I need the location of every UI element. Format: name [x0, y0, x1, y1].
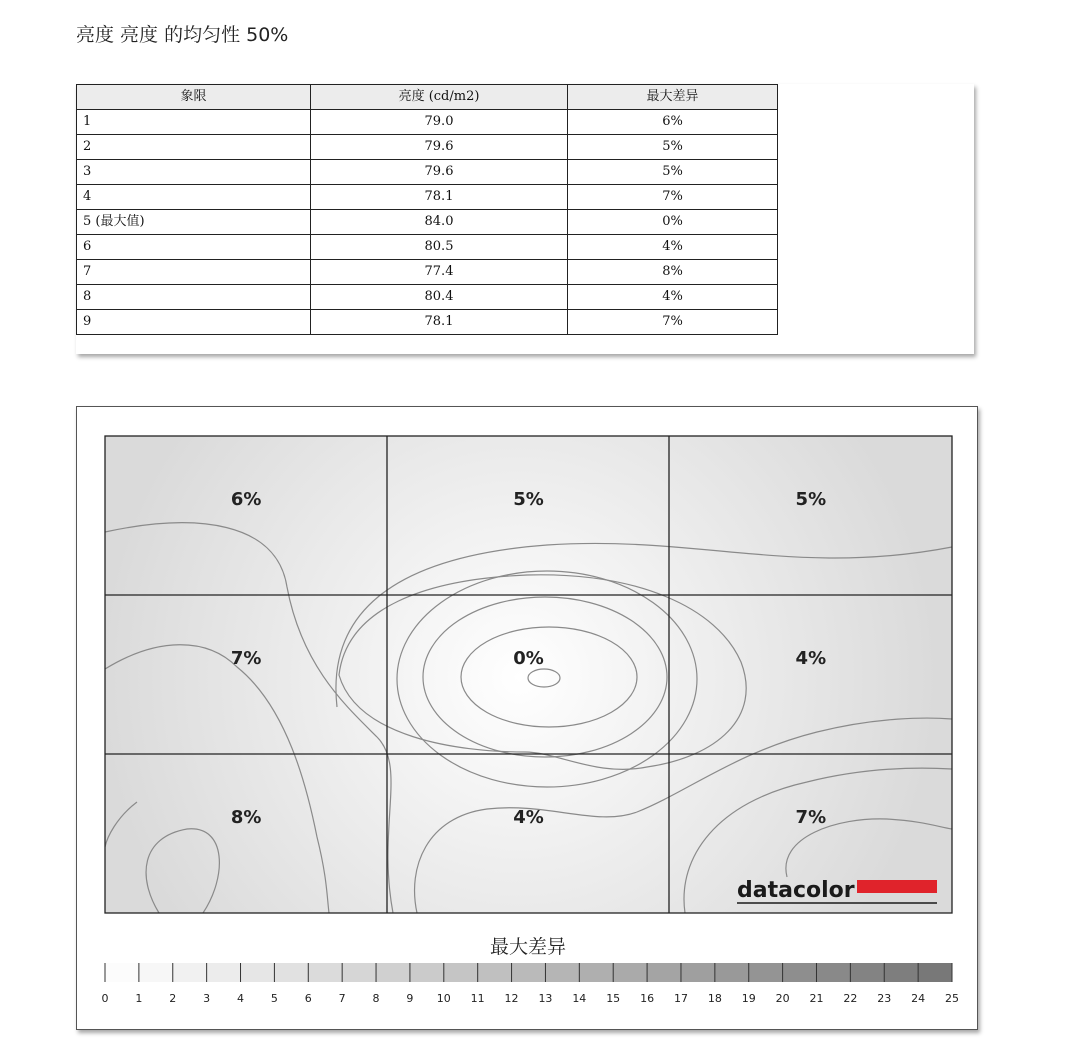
table-row	[77, 135, 778, 160]
legend-tick-label: 9	[406, 992, 414, 1005]
cell-max-diff: 4%	[568, 235, 778, 260]
cell-luminance: 79.6	[311, 160, 568, 185]
legend-swatch	[715, 963, 749, 982]
legend-tick-label: 25	[945, 992, 959, 1005]
legend-swatch	[207, 963, 241, 982]
legend-tick-label: 4	[237, 992, 245, 1005]
legend-tick-label: 22	[843, 992, 858, 1005]
cell-max-diff: 5%	[568, 135, 778, 160]
legend-tick-label: 21	[809, 992, 824, 1005]
cell-luminance: 78.1	[311, 310, 568, 335]
cell-label: 8%	[230, 807, 262, 828]
legend-tick-label: 10	[436, 992, 451, 1005]
page-title: 亮度 亮度 的均匀性 50%	[76, 24, 289, 46]
legend-tick-label: 24	[911, 992, 926, 1005]
cell-luminance: 79.0	[311, 110, 568, 135]
legend-swatch	[139, 963, 173, 982]
legend-swatch	[545, 963, 579, 982]
cell-label: 0%	[513, 648, 544, 669]
cell-luminance: 78.1	[311, 185, 568, 210]
col-header-quadrant: 象限	[77, 85, 311, 110]
cell-quadrant: 7	[77, 260, 311, 285]
legend-tick-label: 5	[270, 992, 278, 1005]
legend-swatch	[444, 963, 478, 982]
table-row	[77, 185, 778, 210]
legend-tick-label: 14	[572, 992, 587, 1005]
table-row	[77, 110, 778, 135]
legend-swatch	[918, 963, 952, 982]
table-row	[77, 310, 778, 335]
legend-tick-label: 1	[135, 992, 143, 1005]
legend-swatch	[410, 963, 444, 982]
legend-tick-label: 19	[741, 992, 756, 1005]
cell-max-diff: 5%	[568, 160, 778, 185]
legend-swatch	[579, 963, 613, 982]
cell-max-diff: 0%	[568, 210, 778, 235]
cell-luminance: 80.4	[311, 285, 568, 310]
cell-max-diff: 7%	[568, 310, 778, 335]
cell-label: 4%	[513, 807, 544, 828]
legend-tick-label: 0	[101, 992, 109, 1005]
legend-tick-label: 6	[304, 992, 312, 1005]
table-row	[77, 210, 778, 235]
uniformity-heatmap	[77, 407, 977, 1029]
cell-max-diff: 7%	[568, 185, 778, 210]
cell-max-diff: 6%	[568, 110, 778, 135]
table-header-row	[77, 85, 778, 110]
col-header-max-diff: 最大差异	[568, 85, 778, 110]
cell-quadrant: 4	[77, 185, 311, 210]
legend-swatch	[105, 963, 139, 982]
table-row	[77, 235, 778, 260]
legend-tick-label: 13	[538, 992, 553, 1005]
legend-tick-label: 17	[673, 992, 688, 1005]
cell-quadrant: 1	[77, 110, 311, 135]
cell-max-diff: 4%	[568, 285, 778, 310]
legend-tick-label: 11	[470, 992, 485, 1005]
table-panel	[76, 84, 974, 354]
legend-tick-label: 18	[707, 992, 722, 1005]
legend-swatch	[512, 963, 546, 982]
legend-tick-label: 7	[338, 992, 346, 1005]
cell-quadrant: 8	[77, 285, 311, 310]
legend-swatch	[376, 963, 410, 982]
cell-luminance: 80.5	[311, 235, 568, 260]
legend-swatch	[816, 963, 850, 982]
cell-label: 5%	[795, 489, 827, 510]
legend-swatch	[647, 963, 681, 982]
legend-swatch	[613, 963, 647, 982]
legend-swatch	[308, 963, 342, 982]
cell-luminance: 84.0	[311, 210, 568, 235]
legend-swatch	[478, 963, 512, 982]
uniformity-chart-panel	[76, 406, 978, 1030]
cell-luminance: 79.6	[311, 135, 568, 160]
legend-tick-label: 23	[877, 992, 892, 1005]
legend-tick-label: 8	[372, 992, 380, 1005]
legend-swatch	[783, 963, 817, 982]
cell-quadrant: 5 (最大值)	[77, 210, 311, 235]
col-header-luminance: 亮度 (cd/m2)	[311, 85, 568, 110]
brand-red-bar	[857, 880, 937, 893]
legend-tick-label: 16	[640, 992, 655, 1005]
cell-quadrant: 9	[77, 310, 311, 335]
cell-quadrant: 2	[77, 135, 311, 160]
legend-swatch	[241, 963, 275, 982]
legend-tick-label: 12	[504, 992, 519, 1005]
legend-swatch	[749, 963, 783, 982]
table-row	[77, 285, 778, 310]
legend-tick-label: 3	[203, 992, 211, 1005]
legend-swatch	[274, 963, 308, 982]
legend-swatch	[342, 963, 376, 982]
legend-scale	[102, 963, 960, 1005]
cell-quadrant: 3	[77, 160, 311, 185]
cell-label: 5%	[513, 489, 544, 510]
legend-tick-label: 15	[606, 992, 621, 1005]
legend-title: 最大差异	[489, 936, 567, 958]
table-row	[77, 160, 778, 185]
table-row	[77, 260, 778, 285]
quadrant-table	[76, 84, 778, 335]
datacolor-wordmark: datacolor	[737, 878, 855, 903]
legend-swatch	[884, 963, 918, 982]
cell-quadrant: 6	[77, 235, 311, 260]
legend-swatch	[681, 963, 715, 982]
cell-luminance: 77.4	[311, 260, 568, 285]
cell-label: 7%	[230, 648, 262, 669]
cell-label: 6%	[230, 489, 262, 510]
legend-swatch	[850, 963, 884, 982]
legend-swatch	[173, 963, 207, 982]
legend-tick-label: 2	[169, 992, 177, 1005]
cell-label: 7%	[795, 807, 827, 828]
cell-label: 4%	[795, 648, 827, 669]
legend-tick-label: 20	[775, 992, 790, 1005]
cell-max-diff: 8%	[568, 260, 778, 285]
